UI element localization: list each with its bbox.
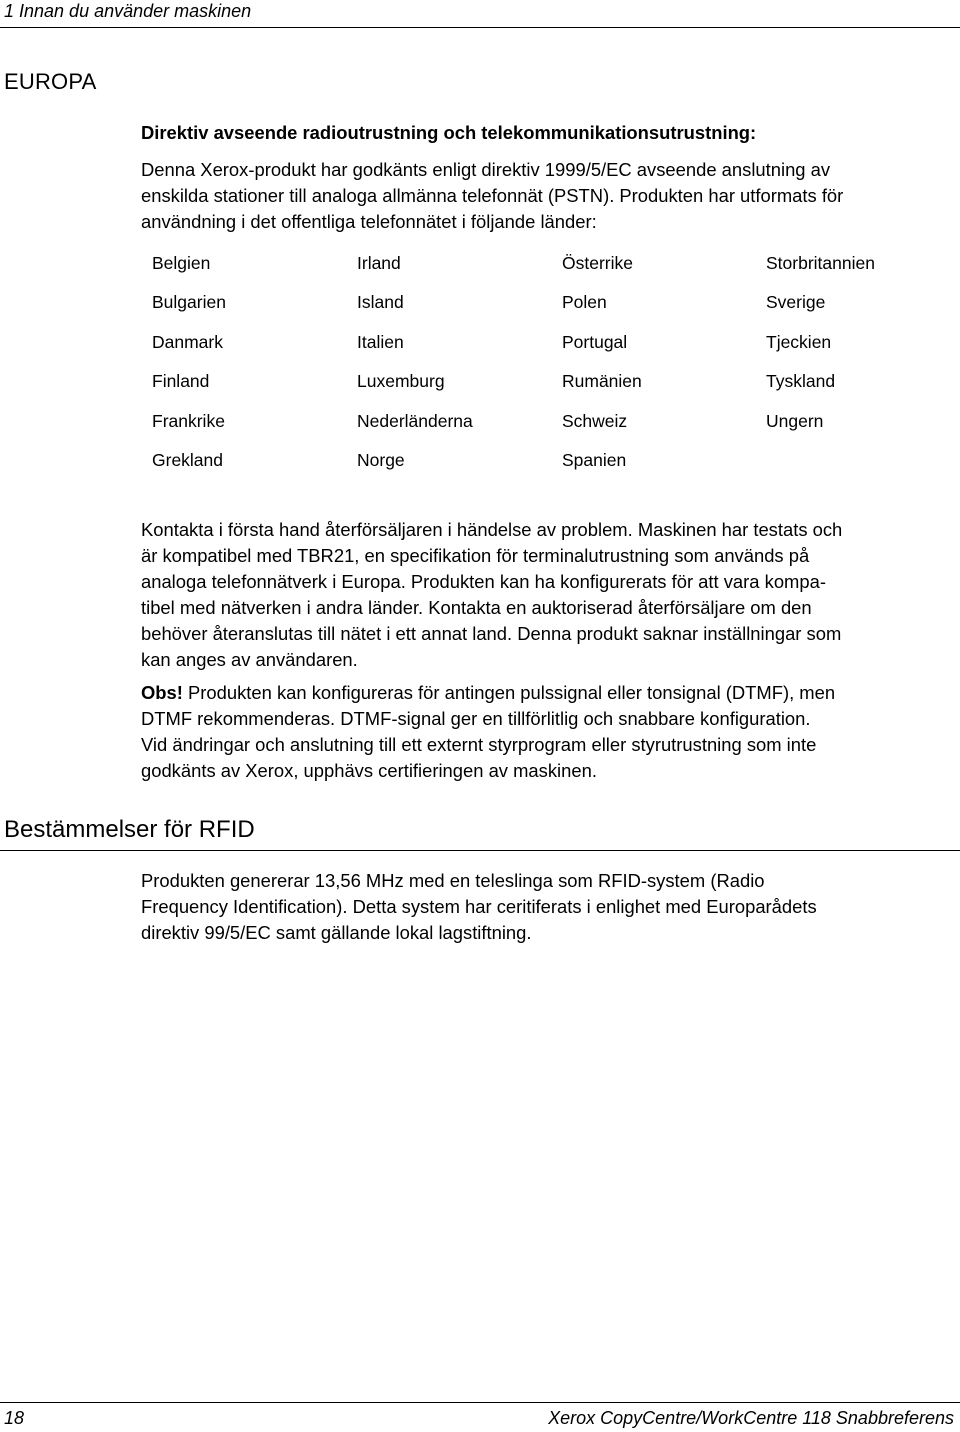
country-name: Tjeckien (766, 331, 832, 352)
footer-rule (0, 1402, 960, 1403)
country-name: Tyskland (766, 371, 836, 392)
obs-label: Obs! (141, 682, 183, 703)
rfid-line: Produkten genererar 13,56 MHz med en teleslinga som RFID-system (Radio (141, 870, 765, 891)
contact-line: tibel med nätverken i andra länder. Kontakta en auktoriserad återförsäljare om den (141, 597, 812, 618)
contact-line: Kontakta i första hand återförsäljaren i händelse av problem. Maskinen har testats och (141, 519, 843, 540)
contact-line: är kompatibel med TBR21, en specifikation för terminalutrustning som används på (141, 545, 810, 566)
country-row (152, 447, 952, 486)
country-name: Irland (357, 253, 401, 273)
rfid-paragraph (141, 868, 956, 946)
country-row (152, 250, 952, 289)
intro-line: användning i det offentliga telefonnätet i följande länder: (141, 211, 597, 232)
obs-note (141, 680, 956, 784)
country-row (152, 408, 952, 447)
section-heading-rfid: Bestämmelser för RFID (4, 816, 255, 843)
contact-line: analoga telefonnätverk i Europa. Produkten kan ha konfigurerats för att vara kompa- (141, 571, 826, 592)
obs-line: DTMF rekommenderas. DTMF-signal ger en tillförlitlig och snabbare konfiguration. (141, 708, 811, 729)
running-head: 1 Innan du använder maskinen (4, 1, 252, 21)
header-rule (0, 27, 960, 28)
country-name: Norge (357, 449, 405, 470)
country-name: Belgien (152, 253, 211, 273)
document-title: Xerox CopyCentre/WorkCentre 118 Snabbreferens (548, 1408, 954, 1428)
country-name: Schweiz (562, 410, 628, 431)
country-name: Luxemburg (357, 371, 445, 392)
obs-line: Vid ändringar och anslutning till ett externt styrprogram eller styrutrustning som inte (141, 734, 817, 755)
country-name: Danmark (152, 331, 223, 352)
country-name: Sverige (766, 292, 826, 313)
country-row (152, 329, 952, 368)
contact-line: kan anges av användaren. (141, 649, 358, 670)
country-row (152, 368, 952, 407)
country-name: Spanien (562, 449, 627, 470)
directive-subheading: Direktiv avseende radioutrustning och telekommunikationsutrustning: (141, 122, 757, 143)
rfid-rule (0, 850, 960, 851)
intro-line: Denna Xerox-produkt har godkänts enligt direktiv 1999/5/EC avseende anslutning av (141, 159, 831, 180)
country-name: Storbritannien (766, 253, 875, 273)
country-name: Italien (357, 331, 404, 352)
obs-text: Produkten kan konfigureras för antingen pulssignal eller tonsignal (DTMF), men (182, 682, 836, 703)
country-list (152, 250, 952, 486)
rfid-line: direktiv 99/5/EC samt gällande lokal lagstiftning. (141, 922, 532, 943)
section-heading-europa: EUROPA (4, 69, 97, 94)
country-name: Frankrike (152, 410, 225, 431)
obs-line: godkänts av Xerox, upphävs certifieringen av maskinen. (141, 760, 597, 781)
page-number: 18 (4, 1408, 25, 1428)
country-name: Nederländerna (357, 410, 473, 431)
obs-line (141, 680, 956, 706)
country-row (152, 289, 952, 328)
country-name: Ungern (766, 410, 824, 431)
country-name: Österrike (562, 253, 633, 273)
intro-line: enskilda stationer till analoga allmänna telefonnät (PSTN). Produkten har utformats för (141, 185, 844, 206)
contact-paragraph (141, 517, 956, 673)
country-name: Island (357, 292, 404, 313)
intro-paragraph (141, 157, 956, 235)
country-name: Portugal (562, 331, 628, 352)
contact-line: behöver återanslutas till nätet i ett annat land. Denna produkt saknar inställningar som (141, 623, 842, 644)
country-name: Finland (152, 371, 210, 392)
rfid-line: Frequency Identification). Detta system har ceritiferats i enlighet med Europarådets (141, 896, 817, 917)
country-name: Bulgarien (152, 292, 226, 313)
country-name: Grekland (152, 449, 224, 470)
country-name: Rumänien (562, 371, 642, 392)
country-name: Polen (562, 292, 607, 313)
